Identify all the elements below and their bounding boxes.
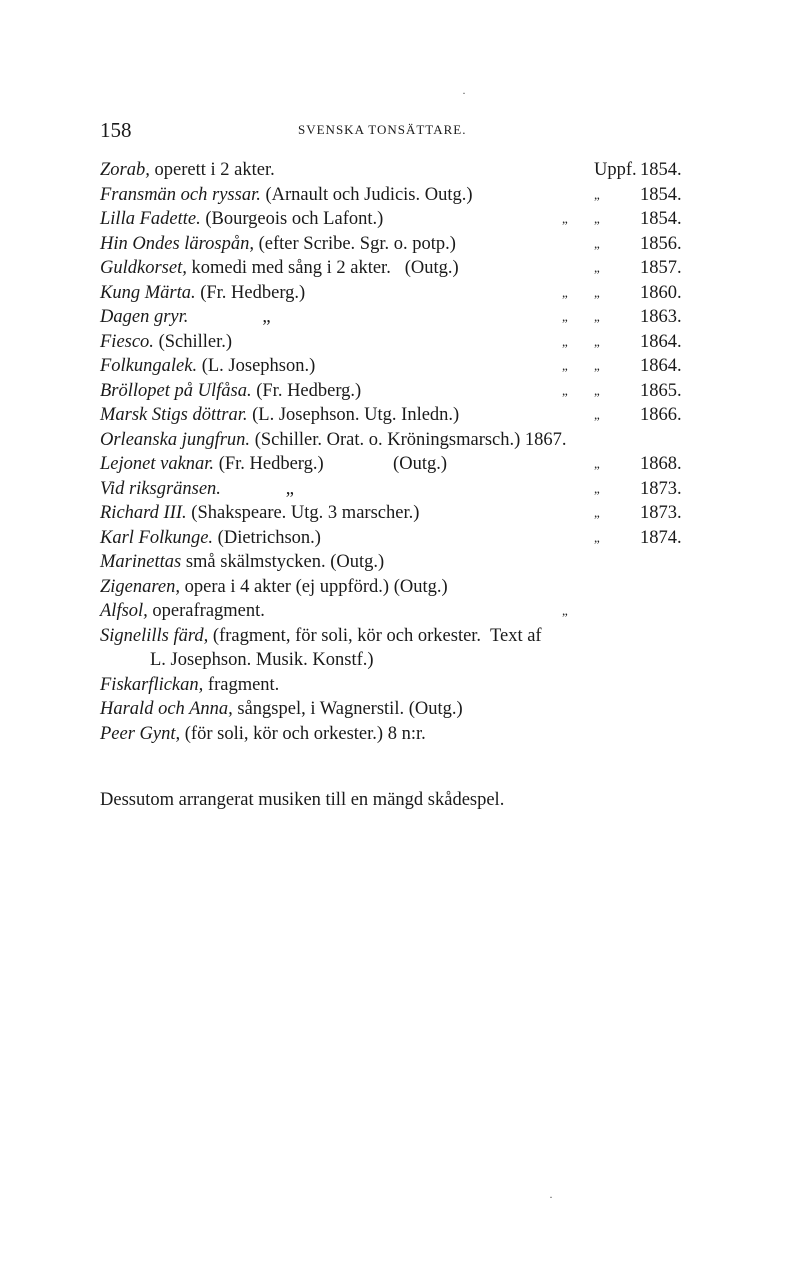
work-details: opera i 4 akter (ej uppförd.) (Outg.) (180, 576, 448, 597)
work-details: „ (188, 307, 271, 327)
work-details: operafragment. (147, 601, 265, 621)
work-details: L. Josephson. Musik. Konstf.) (150, 650, 374, 670)
page-mark: · (549, 1190, 553, 1204)
ditto-mark: „ (562, 284, 568, 300)
works-list (100, 158, 712, 746)
work-details: (Fr. Hedberg.) (195, 282, 306, 303)
work-entry (100, 624, 712, 649)
work-title: Fiskarflickan, (100, 674, 204, 695)
ditto-mark: „ (594, 529, 600, 545)
work-details: (Dietrichson.) (213, 527, 321, 548)
work-entry (100, 403, 712, 428)
work-entry (100, 354, 712, 379)
work-title: Karl Folkunge. (100, 527, 214, 548)
work-year: 1873. (640, 478, 682, 499)
work-entry (100, 526, 712, 551)
work-year: 1874. (640, 527, 682, 548)
work-title: Marsk Stigs döttrar. (100, 405, 248, 425)
work-details: „ (220, 478, 294, 499)
work-entry (100, 330, 712, 355)
work-details: små skälmstycken. (Outg.) (181, 552, 385, 572)
ditto-mark: „ (594, 260, 600, 275)
ditto-mark: „ (562, 333, 568, 349)
work-details: (L. Josephson. Utg. Inledn.) (247, 405, 464, 425)
work-details: (Shakspeare. Utg. 3 marscher.) (186, 503, 420, 523)
work-entry (100, 550, 712, 575)
ditto-mark: „ (594, 407, 600, 422)
work-title: Dagen gryr. (100, 307, 189, 327)
work-year: 1863. (640, 307, 682, 327)
work-details: (Fr. Hedberg.) (Outg.) (214, 454, 452, 474)
work-details: (L. Josephson.) (197, 356, 316, 376)
ditto-mark: „ (594, 382, 600, 398)
work-details: (för soli, kör och orkester.) 8 n:r. (180, 723, 426, 744)
work-title: Guldkorset, (100, 258, 187, 278)
work-title: Richard III. (100, 503, 187, 523)
work-year: 1857. (640, 258, 682, 278)
ditto-mark: „ (594, 309, 600, 324)
work-details: sångspel, i Wagnerstil. (Outg.) (232, 699, 463, 719)
work-title: Harald och Anna, (100, 699, 233, 719)
work-year: 1854. (640, 184, 682, 205)
work-entry (100, 452, 712, 477)
work-details: (Arnault och Judicis. Outg.) (260, 184, 478, 205)
ditto-mark: „ (562, 358, 568, 373)
work-details: (fragment, för soli, kör och orkester. Text af (208, 625, 542, 646)
work-entry (100, 207, 712, 232)
work-title: Fransmän och ryssar. (100, 184, 261, 205)
work-details: komedi med sång i 2 akter. (Outg.) (186, 258, 464, 278)
closing-note: Dessutom arrangerat musiken till en mängd skådespel. (100, 790, 505, 810)
work-title: Lejonet vaknar. (100, 454, 215, 474)
ditto-mark: „ (594, 186, 600, 202)
work-entry (100, 256, 712, 281)
work-title: Bröllopet på Ulfåsa. (100, 380, 252, 401)
running-head: SVENSKA TONSÄTTARE. (298, 122, 467, 137)
work-title: Marinettas (100, 552, 182, 572)
work-details: (efter Scribe. Sgr. o. potp.) (254, 233, 461, 254)
work-entry (100, 305, 712, 330)
work-year: 1865. (640, 380, 682, 401)
ditto-mark: „ (562, 211, 568, 226)
work-entry (100, 477, 712, 502)
work-title: Signelills färd, (100, 625, 209, 646)
work-details: (Schiller.) (153, 331, 233, 352)
work-title: Zigenaren, (100, 576, 180, 597)
work-entry (100, 575, 712, 600)
work-title: Peer Gynt, (100, 723, 181, 744)
work-title: Alfsol, (100, 601, 148, 621)
work-year: 1864. (640, 356, 682, 376)
work-year: 1854. (640, 209, 682, 229)
work-entry (100, 599, 712, 624)
work-year: 1866. (640, 405, 682, 425)
work-details: fragment. (203, 674, 280, 695)
work-title: Kung Märta. (100, 282, 196, 303)
ditto-mark: „ (594, 505, 600, 520)
ditto-mark: „ (562, 603, 568, 618)
work-title: Zorab, (100, 160, 150, 180)
work-title: Vid riksgränsen. (100, 478, 221, 499)
work-entry (100, 501, 712, 526)
work-details: (Fr. Hedberg.) (251, 380, 362, 401)
ditto-mark: „ (594, 235, 600, 251)
work-year: 1868. (640, 454, 682, 474)
work-entry (100, 281, 712, 306)
work-title: Folkungalek. (100, 356, 198, 376)
ditto-mark: „ (562, 309, 568, 324)
ditto-mark: „ (594, 284, 600, 300)
work-entry (100, 232, 712, 257)
work-year: 1854. (640, 160, 682, 180)
work-year: 1860. (640, 282, 682, 303)
work-entry (100, 158, 712, 183)
ditto-mark: „ (594, 358, 600, 373)
work-title: Fiesco. (100, 331, 154, 352)
work-details: operett i 2 akter. (149, 160, 275, 180)
page-number: 158 (100, 118, 132, 142)
work-entry (100, 648, 712, 673)
work-title: Hin Ondes lärospån, (100, 233, 254, 254)
ditto-mark: „ (594, 480, 600, 496)
work-year: 1856. (640, 233, 682, 254)
ditto-mark: „ (562, 382, 568, 398)
work-entry (100, 379, 712, 404)
work-entry (100, 697, 712, 722)
page-mark: · (462, 86, 466, 100)
work-title: Orleanska jungfrun. (100, 429, 251, 450)
work-entry (100, 183, 712, 208)
work-year: 1864. (640, 331, 682, 352)
work-title: Lilla Fadette. (100, 209, 201, 229)
work-details: (Bourgeois och Lafont.) (200, 209, 384, 229)
work-entry (100, 428, 712, 453)
ditto-mark: Uppf. (594, 160, 637, 180)
work-entry (100, 722, 712, 747)
page-header (100, 118, 700, 142)
ditto-mark: „ (594, 456, 600, 471)
ditto-mark: „ (594, 211, 600, 226)
work-year: 1873. (640, 503, 682, 523)
ditto-mark: „ (594, 333, 600, 349)
work-entry (100, 673, 712, 698)
work-details: (Schiller. Orat. o. Kröningsmarsch.) 1867. (250, 429, 567, 450)
